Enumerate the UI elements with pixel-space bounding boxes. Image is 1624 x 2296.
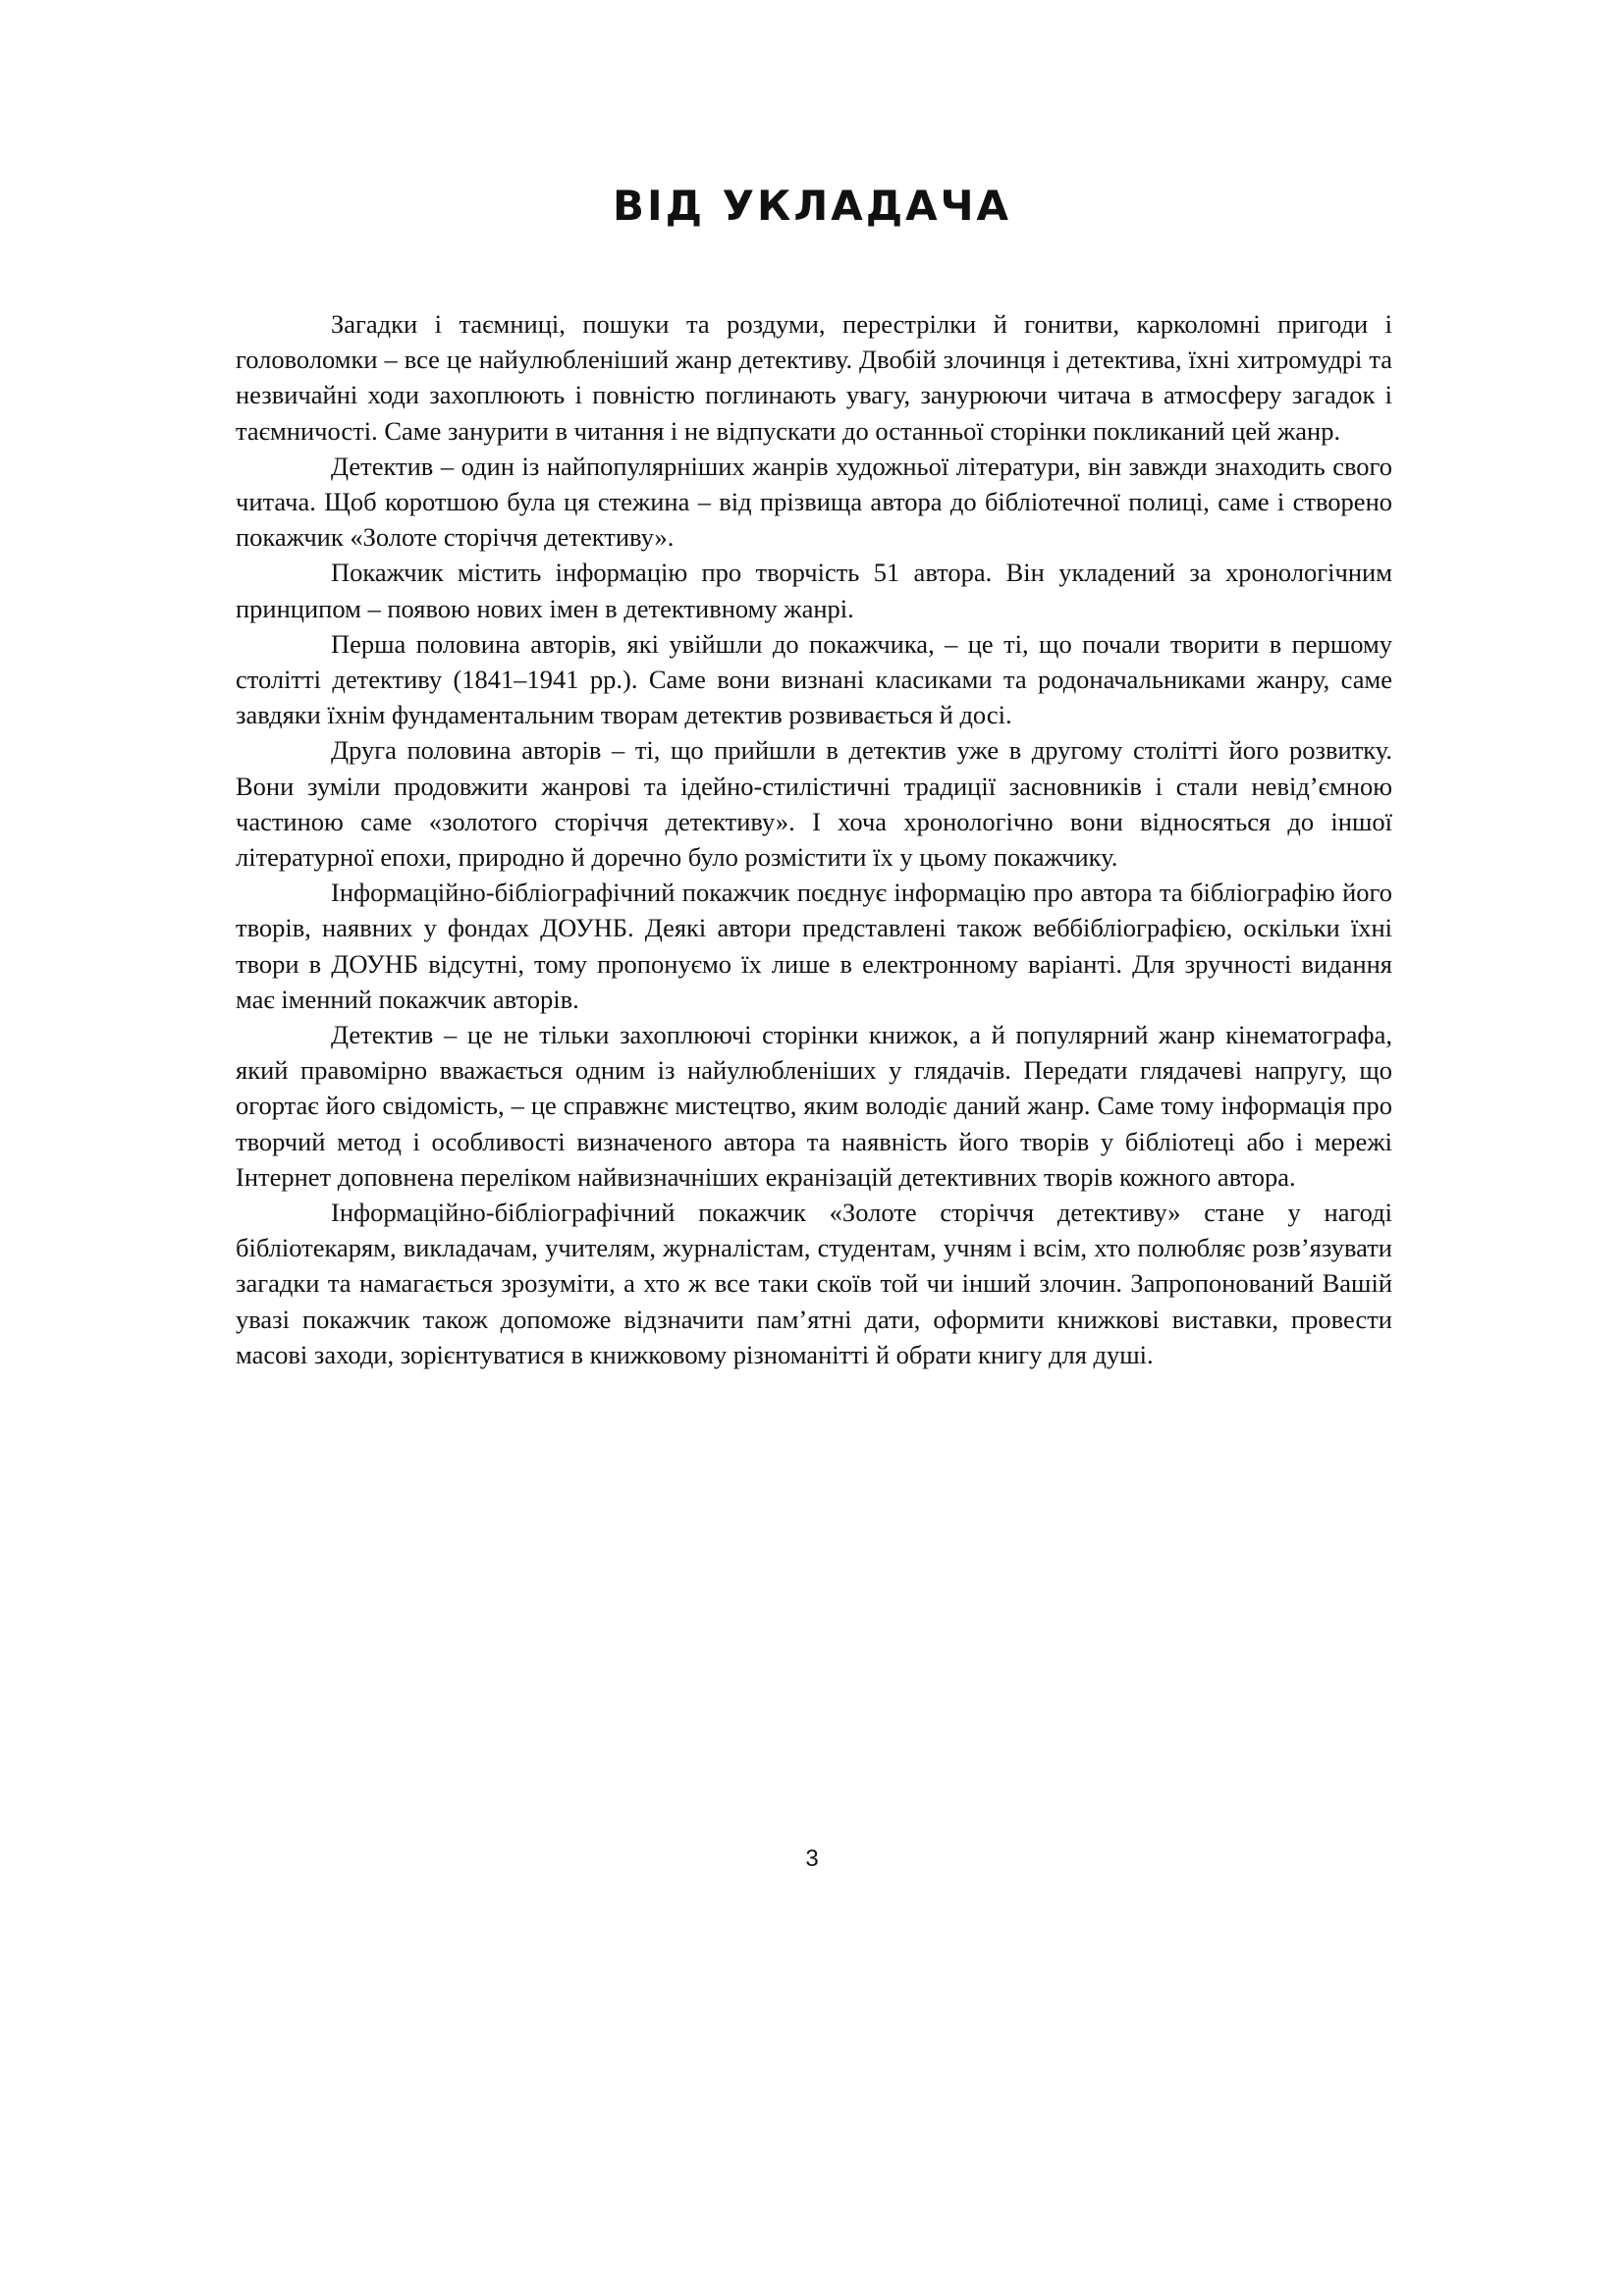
paragraph: Інформаційно-бібліографічний покажчик поєднує інформацію про автора та бібліографію його творів, наявних у фондах ДОУНБ. Деякі автори представлені також веббібліографією, оскільки їхні твори в ДОУНБ відсутні, тому пропонуємо їх лише в електронному варіанті. Для зручності видання має іменний покажчик авторів.	[236, 878, 1392, 1014]
paragraph: Покажчик містить інформацію про творчість 51 автора. Він укладений за хронологічним принципом – появою нових імен в детективному жанрі.	[236, 558, 1392, 623]
paragraph: Друга половина авторів – ті, що прийшли в детектив уже в другому столітті його розвитку. Вони зуміли продовжити жанрові та ідейно-стилістичні традиції засновників і стали невід’ємною частиною саме «золотого сторіччя детективу». І хоча хронологічно вони відносяться до іншої літературної епохи, природно й доречно було розмістити їх у цьому покажчику.	[236, 735, 1392, 873]
paragraph: Перша половина авторів, які увійшли до покажчика, – це ті, що почали творити в першому столітті детективу (1841–1941 рр.). Саме вони визнані класиками та родоначальниками жанру, саме завдяки їхнім фундаментальним творам детектив розвивається й досі.	[236, 628, 1392, 730]
page-title: ВІД УКЛАДАЧА	[612, 182, 1012, 230]
paragraph: Інформаційно-бібліографічний покажчик «Золоте сторіччя детективу» стане у нагоді бібліотекарям, викладачам, учителям, журналістам, студентам, учням і всім, хто полюбляє розв’язувати загадки та намагається зрозуміти, а хто ж все таки скоїв той чи інший злочин. Запропонований Вашій увазі покажчик також допоможе відзначити пам’ятні дати, оформити книжкові виставки, провести масові заходи, зорієнтуватися в книжковому різноманітті й обрати книгу для душі.	[236, 1198, 1392, 1369]
page-number: 3	[805, 1845, 819, 1872]
paragraph: Детектив – один із найпопулярніших жанрів художньої літератури, він завжди знаходить свого читача. Щоб коротшою була ця стежина – від прізвища автора до бібліотечної полиці, саме і створено покажчик «Золоте сторіччя детективу».	[236, 451, 1392, 553]
paragraph: Загадки і таємниці, пошуки та роздуми, перестрілки й гонитви, карколомні пригоди і головоломки – все це найулюбленіший жанр детективу. Двобій злочинця і детектива, їхні хитромудрі та незвичайні ходи захоплюють і повністю поглинають увагу, занурюючи читача в атмосферу загадок і таємничості. Саме занурити в читання і не відпускати до останньої сторінки покликаний цей жанр.	[236, 309, 1392, 446]
paragraph: Детектив – це не тільки захоплюючі сторінки книжок, а й популярний жанр кінематографа, який правомірно вважається одним із найулюбленіших у глядачів. Передати глядачеві напругу, що огортає його свідомість, – це справжнє мистецтво, яким володіє даний жанр. Саме тому інформація про творчий метод і особливості визначеного автора та наявність його творів у бібліотеці або і мережі Інтернет доповнена переліком найвизначніших екранізацій детективних творів кожного автора.	[236, 1020, 1392, 1192]
body-text	[236, 306, 1392, 1372]
